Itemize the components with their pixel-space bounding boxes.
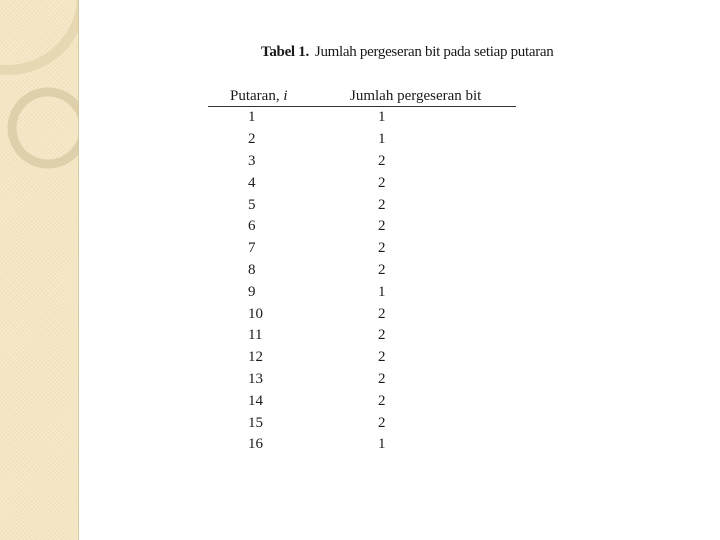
round-cell: 3 bbox=[248, 152, 256, 169]
round-cell: 16 bbox=[248, 436, 263, 453]
shift-cell: 2 bbox=[378, 218, 386, 235]
table-header-row bbox=[208, 88, 516, 107]
decorative-ring-large bbox=[0, 0, 78, 70]
table-row bbox=[208, 172, 516, 194]
shift-cell: 1 bbox=[378, 109, 386, 126]
slide-content bbox=[78, 0, 720, 540]
table-row bbox=[208, 194, 516, 216]
round-cell: 14 bbox=[248, 392, 263, 409]
shift-cell: 1 bbox=[378, 283, 386, 300]
round-cell: 13 bbox=[248, 370, 263, 387]
table-row bbox=[208, 107, 516, 129]
table-row bbox=[208, 347, 516, 369]
header-round-text: Putaran, bbox=[230, 88, 284, 104]
shift-table bbox=[208, 88, 516, 456]
shift-cell: 1 bbox=[378, 436, 386, 453]
round-cell: 7 bbox=[248, 240, 256, 257]
table-row bbox=[208, 216, 516, 238]
round-cell: 11 bbox=[248, 327, 263, 344]
shift-cell: 2 bbox=[378, 305, 386, 322]
round-cell: 6 bbox=[248, 218, 256, 235]
decorative-rings bbox=[0, 0, 78, 540]
round-cell: 10 bbox=[248, 305, 263, 322]
shift-cell: 2 bbox=[378, 392, 386, 409]
table-caption bbox=[261, 44, 554, 61]
decorative-ring-small bbox=[12, 92, 78, 164]
shift-cell: 2 bbox=[378, 240, 386, 257]
shift-cell: 2 bbox=[378, 152, 386, 169]
round-cell: 2 bbox=[248, 131, 256, 148]
table-row bbox=[208, 281, 516, 303]
table-row bbox=[208, 260, 516, 282]
round-cell: 4 bbox=[248, 174, 256, 191]
table-row bbox=[208, 390, 516, 412]
header-shift: Jumlah pergeseran bit bbox=[338, 88, 516, 107]
header-round bbox=[208, 88, 338, 107]
header-round-variable: i bbox=[283, 88, 288, 104]
round-cell: 15 bbox=[248, 414, 263, 431]
table-row bbox=[208, 129, 516, 151]
table-row bbox=[208, 412, 516, 434]
shift-cell: 2 bbox=[378, 174, 386, 191]
table-row bbox=[208, 434, 516, 456]
decorative-side-panel bbox=[0, 0, 79, 540]
round-cell: 5 bbox=[248, 196, 256, 213]
shift-cell: 2 bbox=[378, 370, 386, 387]
table-row bbox=[208, 369, 516, 391]
shift-cell: 2 bbox=[378, 196, 386, 213]
shift-cell: 2 bbox=[378, 414, 386, 431]
round-cell: 9 bbox=[248, 283, 256, 300]
table-caption-label: Tabel 1. bbox=[261, 44, 309, 60]
shift-cell: 2 bbox=[378, 261, 386, 278]
shift-cell: 1 bbox=[378, 131, 386, 148]
round-cell: 8 bbox=[248, 261, 256, 278]
round-cell: 1 bbox=[248, 109, 256, 126]
table-row bbox=[208, 151, 516, 173]
table-row bbox=[208, 303, 516, 325]
shift-cell: 2 bbox=[378, 349, 386, 366]
table-row bbox=[208, 238, 516, 260]
shift-cell: 2 bbox=[378, 327, 386, 344]
table-body bbox=[208, 107, 516, 456]
table-row bbox=[208, 325, 516, 347]
round-cell: 12 bbox=[248, 349, 263, 366]
table-caption-text: Jumlah pergeseran bit pada setiap putaran bbox=[314, 44, 554, 60]
